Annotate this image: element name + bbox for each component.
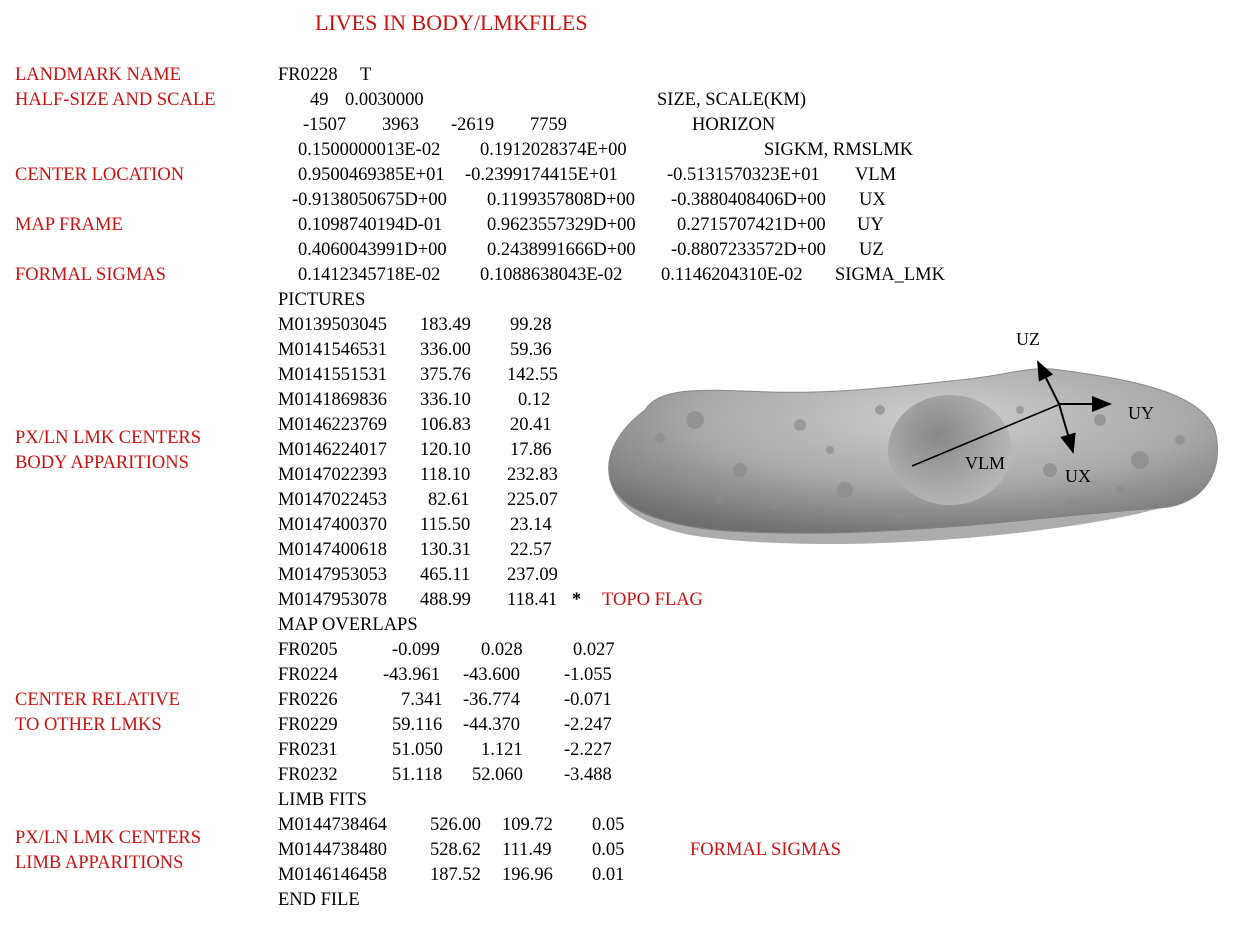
- overlap-cell: FR0232: [278, 765, 338, 785]
- vlm-tag: VLM: [855, 165, 897, 185]
- label-topo-flag: TOPO FLAG: [602, 590, 703, 610]
- picture-cell: 488.99: [420, 590, 471, 610]
- picture-cell: M0146224017: [278, 440, 387, 460]
- limb-cell: 0.05: [592, 840, 625, 860]
- horizon-value-2: 3963: [382, 115, 419, 135]
- picture-cell: 22.57: [510, 540, 552, 560]
- picture-cell: 225.07: [507, 490, 558, 510]
- picture-cell: 336.10: [420, 390, 471, 410]
- picture-cell: M0141869836: [278, 390, 387, 410]
- ux-x: -0.9138050675D+00: [292, 190, 447, 210]
- horizon-value-1: -1507: [303, 115, 347, 135]
- overlap-cell: -1.055: [564, 665, 612, 685]
- overlap-cell: -43.600: [463, 665, 521, 685]
- axis-label-ux: UX: [1065, 466, 1091, 486]
- overlap-cell: FR0224: [278, 665, 338, 685]
- picture-cell: M0147400370: [278, 515, 387, 535]
- limb-cell: M0146146458: [278, 865, 387, 885]
- overlap-cell: -3.488: [564, 765, 612, 785]
- picture-cell: 465.11: [420, 565, 471, 585]
- ux-z: -0.3880408406D+00: [671, 190, 826, 210]
- label-formal-sigmas: FORMAL SIGMAS: [15, 265, 166, 285]
- picture-cell: M0141551531: [278, 365, 387, 385]
- sigma-lmk-z: 0.1146204310E-02: [661, 265, 803, 285]
- picture-cell: 183.49: [420, 315, 471, 335]
- landmark-name-value: FR0228: [278, 65, 338, 85]
- limb-cell: 187.52: [430, 865, 481, 885]
- picture-cell: M0147953078: [278, 590, 387, 610]
- limb-cell: 111.49: [502, 840, 552, 860]
- picture-cell: 375.76: [420, 365, 471, 385]
- picture-cell: 0.12: [518, 390, 551, 410]
- uy-x: 0.1098740194D-01: [298, 215, 443, 235]
- picture-cell: 118.10: [420, 465, 471, 485]
- overlap-cell: -2.227: [564, 740, 612, 760]
- label-center-relative-1: CENTER RELATIVE: [15, 690, 180, 710]
- end-file: END FILE: [278, 890, 360, 910]
- half-size-value: 49: [310, 90, 329, 110]
- limb-cell: 528.62: [430, 840, 481, 860]
- uz-x: 0.4060043991D+00: [298, 240, 447, 260]
- limb-cell: M0144738480: [278, 840, 387, 860]
- label-landmark-name: LANDMARK NAME: [15, 65, 181, 85]
- overlap-cell: FR0231: [278, 740, 338, 760]
- overlap-cell: -44.370: [463, 715, 521, 735]
- overlap-cell: 51.118: [392, 765, 443, 785]
- limb-heading: LIMB FITS: [278, 790, 367, 810]
- overlap-cell: 7.341: [401, 690, 443, 710]
- picture-cell: 232.83: [507, 465, 558, 485]
- overlap-cell: 1.121: [481, 740, 523, 760]
- overlap-cell: 0.028: [481, 640, 523, 660]
- uy-z: 0.2715707421D+00: [677, 215, 826, 235]
- landmark-flag-value: T: [360, 65, 372, 85]
- limb-cell: 0.05: [592, 815, 625, 835]
- rmslmk-value: 0.1912028374E+00: [480, 140, 627, 160]
- scale-value: 0.0030000: [345, 90, 424, 110]
- topo-star: *: [572, 590, 582, 610]
- uy-tag: UY: [857, 215, 884, 235]
- picture-cell: 17.86: [510, 440, 552, 460]
- ux-tag: UX: [859, 190, 886, 210]
- overlap-cell: 51.050: [392, 740, 443, 760]
- picture-cell: M0147022453: [278, 490, 387, 510]
- label-formal-sigmas-limb: FORMAL SIGMAS: [690, 840, 841, 860]
- axis-label-uz: UZ: [1016, 329, 1040, 349]
- label-half-size: HALF-SIZE AND SCALE: [15, 90, 216, 110]
- limb-cell: 526.00: [430, 815, 481, 835]
- picture-cell: M0147953053: [278, 565, 387, 585]
- label-center-relative-2: TO OTHER LMKS: [15, 715, 162, 735]
- limb-cell: 196.96: [502, 865, 553, 885]
- picture-cell: 59.36: [510, 340, 552, 360]
- label-center-location: CENTER LOCATION: [15, 165, 185, 185]
- overlap-cell: FR0229: [278, 715, 338, 735]
- picture-cell: 120.10: [420, 440, 471, 460]
- axis-label-uy: UY: [1128, 403, 1154, 423]
- picture-cell: 336.00: [420, 340, 471, 360]
- vlm-z: -0.5131570323E+01: [667, 165, 820, 185]
- limb-cell: M0144738464: [278, 815, 387, 835]
- pictures-heading: PICTURES: [278, 290, 366, 310]
- overlap-cell: -2.247: [564, 715, 612, 735]
- picture-cell: 106.83: [420, 415, 471, 435]
- picture-cell: 130.31: [420, 540, 471, 560]
- picture-cell: 237.09: [507, 565, 558, 585]
- overlap-cell: 59.116: [392, 715, 443, 735]
- picture-cell: M0139503045: [278, 315, 387, 335]
- vlm-x: 0.9500469385E+01: [298, 165, 445, 185]
- label-pxln-limb-2: LIMB APPARITIONS: [15, 853, 184, 873]
- horizon-tag: HORIZON: [692, 115, 776, 135]
- overlaps-heading: MAP OVERLAPS: [278, 615, 418, 635]
- sigkm-rmslmk-tag: SIGKM, RMSLMK: [764, 140, 914, 160]
- size-scale-tag: SIZE, SCALE(KM): [657, 90, 807, 110]
- picture-cell: 20.41: [510, 415, 552, 435]
- sigkm-value: 0.1500000013E-02: [298, 140, 441, 160]
- uz-z: -0.8807233572D+00: [671, 240, 826, 260]
- overlap-cell: -0.099: [392, 640, 440, 660]
- asteroid-diagram: [600, 320, 1225, 550]
- picture-cell: 142.55: [507, 365, 558, 385]
- horizon-value-4: 7759: [530, 115, 567, 135]
- overlap-cell: FR0226: [278, 690, 338, 710]
- picture-cell: 99.28: [510, 315, 552, 335]
- picture-cell: M0147022393: [278, 465, 387, 485]
- page-title: LIVES IN BODY/LMKFILES: [315, 10, 588, 35]
- picture-cell: M0147400618: [278, 540, 387, 560]
- sigma-lmk-x: 0.1412345718E-02: [298, 265, 441, 285]
- limb-cell: 0.01: [592, 865, 625, 885]
- picture-cell: 23.14: [510, 515, 552, 535]
- limb-cell: 109.72: [502, 815, 553, 835]
- horizon-value-3: -2619: [451, 115, 495, 135]
- uy-y: 0.9623557329D+00: [487, 215, 636, 235]
- label-pxln-body-1: PX/LN LMK CENTERS: [15, 428, 202, 448]
- uz-tag: UZ: [859, 240, 884, 260]
- uz-y: 0.2438991666D+00: [487, 240, 636, 260]
- picture-cell: 115.50: [420, 515, 471, 535]
- picture-cell: M0141546531: [278, 340, 387, 360]
- overlap-cell: 0.027: [573, 640, 615, 660]
- overlap-cell: -43.961: [383, 665, 441, 685]
- sigma-lmk-tag: SIGMA_LMK: [835, 265, 945, 285]
- picture-cell: 118.41: [507, 590, 558, 610]
- picture-cell: 82.61: [428, 490, 470, 510]
- axis-label-vlm: VLM: [965, 453, 1005, 473]
- sigma-lmk-y: 0.1088638043E-02: [480, 265, 623, 285]
- overlap-cell: FR0205: [278, 640, 338, 660]
- overlap-cell: -0.071: [564, 690, 612, 710]
- label-pxln-limb-1: PX/LN LMK CENTERS: [15, 828, 202, 848]
- label-map-frame: MAP FRAME: [15, 215, 123, 235]
- ux-y: 0.1199357808D+00: [487, 190, 635, 210]
- overlap-cell: -36.774: [463, 690, 521, 710]
- overlap-cell: 52.060: [472, 765, 523, 785]
- picture-cell: M0146223769: [278, 415, 387, 435]
- vlm-y: -0.2399174415E+01: [465, 165, 618, 185]
- label-pxln-body-2: BODY APPARITIONS: [15, 453, 189, 473]
